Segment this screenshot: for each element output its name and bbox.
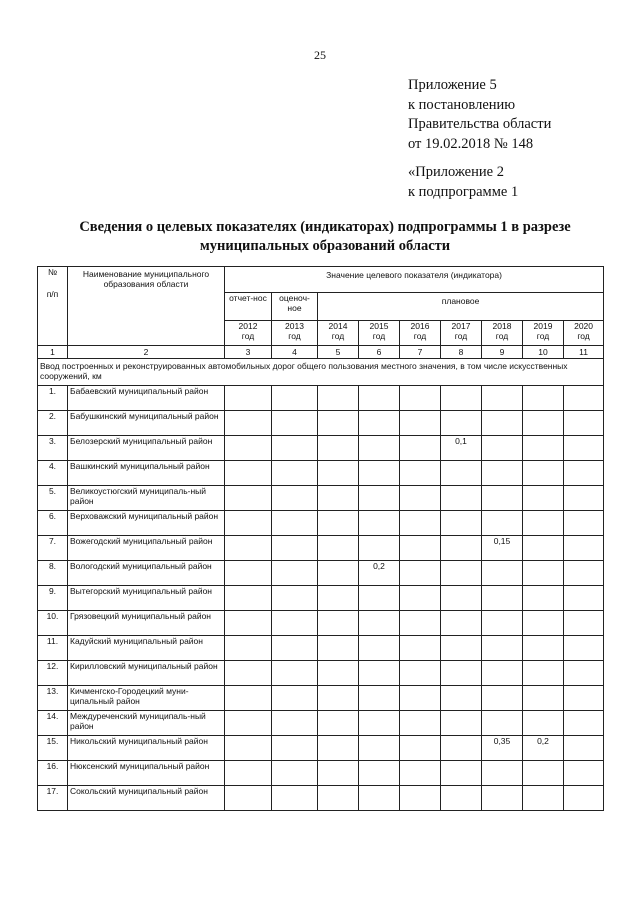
indicator-value	[359, 461, 400, 486]
indicator-value	[359, 611, 400, 636]
indicator-value	[272, 461, 318, 486]
year-header-0	[225, 321, 272, 346]
table-row	[38, 611, 604, 636]
year-unit: год	[536, 331, 550, 341]
indicator-value	[523, 686, 564, 711]
indicator-value	[441, 636, 482, 661]
indicator-value	[225, 686, 272, 711]
indicator-value	[359, 761, 400, 786]
year-value: 2014	[328, 321, 348, 331]
municipality-name: Бабаевский муниципальный район	[68, 386, 225, 411]
row-number: 17.	[38, 786, 68, 811]
indicator-value	[272, 511, 318, 536]
indicator-value	[523, 786, 564, 811]
municipality-name: Белозерский муниципальный район	[68, 436, 225, 461]
row-number: 10.	[38, 611, 68, 636]
title-line-1: Сведения о целевых показателях (индикаторах) подпрограммы 1 в разрезе	[79, 219, 571, 235]
indicator-value	[225, 461, 272, 486]
indicator-value	[400, 611, 441, 636]
row-number: 8.	[38, 561, 68, 586]
column-number-6: 6	[359, 346, 400, 359]
indicator-value	[359, 586, 400, 611]
indicator-value	[400, 786, 441, 811]
row-number: 13.	[38, 686, 68, 711]
indicator-value	[225, 611, 272, 636]
indicator-value	[441, 386, 482, 411]
indicator-value	[225, 486, 272, 511]
indicator-value	[482, 586, 523, 611]
indicator-value	[564, 411, 604, 436]
year-header-8	[564, 321, 604, 346]
indicator-value	[225, 736, 272, 761]
indicator-value	[564, 761, 604, 786]
year-value: 2016	[410, 321, 430, 331]
municipality-name: Нюксенский муниципальный район	[68, 761, 225, 786]
appendix-line-2: к постановлению	[408, 96, 516, 113]
row-number: 5.	[38, 486, 68, 511]
indicator-value	[564, 461, 604, 486]
header-value: Значение целевого показателя (индикатора)	[225, 267, 604, 293]
indicator-value	[359, 486, 400, 511]
municipality-name: Великоустюгский муниципаль-ный район	[68, 486, 225, 511]
indicator-value: 0,2	[359, 561, 400, 586]
row-number: 3.	[38, 436, 68, 461]
indicator-value	[482, 636, 523, 661]
indicator-value	[482, 461, 523, 486]
indicator-value	[564, 711, 604, 736]
header-planned: плановое	[318, 293, 604, 321]
row-number: 14.	[38, 711, 68, 736]
column-number-11: 11	[564, 346, 604, 359]
year-unit: год	[577, 331, 590, 341]
indicator-value	[272, 561, 318, 586]
indicator-value	[523, 386, 564, 411]
indicator-value	[564, 586, 604, 611]
year-unit: год	[495, 331, 509, 341]
indicator-value	[400, 511, 441, 536]
indicator-value	[272, 636, 318, 661]
indicator-value	[272, 486, 318, 511]
indicator-value	[359, 636, 400, 661]
indicator-value	[318, 686, 359, 711]
column-number-7: 7	[400, 346, 441, 359]
indicator-value	[272, 536, 318, 561]
municipality-name: Никольский муниципальный район	[68, 736, 225, 761]
indicator-value: 0,15	[482, 536, 523, 561]
header-no: №	[47, 267, 58, 277]
indicator-value	[400, 761, 441, 786]
indicator-value	[523, 761, 564, 786]
indicator-value	[523, 636, 564, 661]
indicator-value	[564, 686, 604, 711]
indicator-value	[564, 786, 604, 811]
indicator-value	[400, 386, 441, 411]
indicator-value	[359, 511, 400, 536]
indicator-value	[400, 711, 441, 736]
indicator-value	[359, 786, 400, 811]
year-unit: год	[288, 331, 301, 341]
indicator-value	[400, 636, 441, 661]
indicator-value	[441, 686, 482, 711]
indicator-value	[523, 411, 564, 436]
indicator-value	[318, 511, 359, 536]
page-number: 25	[314, 48, 326, 62]
table-row	[38, 436, 604, 461]
title-line-2: муниципальных образований области	[199, 238, 451, 254]
municipality-name: Кирилловский муниципальный район	[68, 661, 225, 686]
appendix-line-1: Приложение 5	[408, 77, 497, 93]
indicator-value	[359, 736, 400, 761]
table-row	[38, 661, 604, 686]
indicator-value	[564, 661, 604, 686]
appendix2-line-1: «Приложение 2	[408, 164, 504, 180]
indicator-value	[318, 561, 359, 586]
indicator-value	[441, 711, 482, 736]
indicator-value: 0,35	[482, 736, 523, 761]
indicator-value	[441, 761, 482, 786]
indicator-value	[441, 411, 482, 436]
indicator-value	[523, 436, 564, 461]
year-unit: год	[454, 331, 468, 341]
indicator-value	[441, 536, 482, 561]
indicator-value	[318, 661, 359, 686]
indicator-value	[225, 761, 272, 786]
indicator-value	[564, 736, 604, 761]
indicator-value	[400, 436, 441, 461]
year-value: 2012	[238, 321, 258, 331]
indicator-value	[400, 586, 441, 611]
indicator-value	[225, 536, 272, 561]
row-number: 6.	[38, 511, 68, 536]
row-number: 12.	[38, 661, 68, 686]
indicator-value	[523, 611, 564, 636]
indicator-value	[523, 486, 564, 511]
indicators-table	[37, 266, 604, 811]
table-row	[38, 561, 604, 586]
column-number-10: 10	[523, 346, 564, 359]
year-unit: год	[372, 331, 386, 341]
row-number: 4.	[38, 461, 68, 486]
indicator-value	[441, 561, 482, 586]
indicator-value	[400, 486, 441, 511]
table-row	[38, 461, 604, 486]
indicator-value	[564, 511, 604, 536]
indicator-value	[272, 611, 318, 636]
indicator-value	[272, 586, 318, 611]
appendix2-line-2: к подпрограмме 1	[408, 183, 519, 200]
indicator-value	[523, 461, 564, 486]
indicator-value	[318, 786, 359, 811]
indicator-value	[359, 536, 400, 561]
indicator-value	[225, 636, 272, 661]
indicator-value	[441, 511, 482, 536]
indicator-value	[523, 536, 564, 561]
row-number: 7.	[38, 536, 68, 561]
indicator-value	[564, 636, 604, 661]
municipality-name: Вологодский муниципальный район	[68, 561, 225, 586]
row-number: 16.	[38, 761, 68, 786]
column-number-5: 5	[318, 346, 359, 359]
indicator-value	[359, 661, 400, 686]
table-row	[38, 411, 604, 436]
indicator-value	[359, 386, 400, 411]
indicator-value	[318, 386, 359, 411]
indicator-value	[225, 711, 272, 736]
indicator-value	[318, 536, 359, 561]
year-header-7	[523, 321, 564, 346]
year-header-4	[400, 321, 441, 346]
indicator-value	[400, 461, 441, 486]
appendix-reference	[408, 76, 551, 154]
indicator-value	[225, 511, 272, 536]
column-number-8: 8	[441, 346, 482, 359]
year-unit: год	[413, 331, 427, 341]
indicator-value	[318, 761, 359, 786]
column-number-3: 3	[225, 346, 272, 359]
header-number-cell	[38, 267, 68, 346]
table-row	[38, 536, 604, 561]
municipality-name: Кадуйский муниципальный район	[68, 636, 225, 661]
indicator-value	[482, 786, 523, 811]
year-unit: год	[331, 331, 345, 341]
indicator-value	[523, 511, 564, 536]
indicator-value	[441, 611, 482, 636]
indicator-value	[225, 786, 272, 811]
header-name: Наименование муниципального образования области	[68, 267, 225, 346]
municipality-name: Вожегодский муниципальный район	[68, 536, 225, 561]
header-report: отчет-нос	[225, 293, 272, 321]
indicator-value	[482, 511, 523, 536]
indicator-value	[482, 611, 523, 636]
indicator-value	[441, 736, 482, 761]
column-number-1: 1	[38, 346, 68, 359]
indicator-value	[523, 711, 564, 736]
year-header-6	[482, 321, 523, 346]
header-estimate: оценоч-ное	[272, 293, 318, 321]
indicator-value	[272, 761, 318, 786]
indicator-value	[225, 386, 272, 411]
column-number-4: 4	[272, 346, 318, 359]
header-pp: п/п	[46, 289, 59, 299]
municipality-name: Бабушкинский муниципальный район	[68, 411, 225, 436]
table-row	[38, 386, 604, 411]
indicator-value	[441, 586, 482, 611]
year-header-1	[272, 321, 318, 346]
indicator-value	[482, 686, 523, 711]
appendix-line-3: Правительства области	[408, 116, 552, 132]
year-header-2	[318, 321, 359, 346]
year-value: 2019	[533, 321, 553, 331]
indicator-value	[482, 661, 523, 686]
indicator-value	[318, 436, 359, 461]
year-value: 2013	[285, 321, 304, 331]
indicator-value	[225, 436, 272, 461]
indicator-value	[225, 411, 272, 436]
indicator-value	[441, 661, 482, 686]
year-value: 2020	[574, 321, 594, 331]
municipality-name: Кичменгско-Городецкий муни-ципальный район	[68, 686, 225, 711]
table-row	[38, 636, 604, 661]
indicator-value	[272, 786, 318, 811]
indicator-value	[441, 461, 482, 486]
indicator-value	[318, 486, 359, 511]
indicator-value	[272, 436, 318, 461]
indicator-value	[318, 586, 359, 611]
row-number: 2.	[38, 411, 68, 436]
indicator-value	[318, 461, 359, 486]
indicator-value	[272, 711, 318, 736]
indicator-value	[400, 736, 441, 761]
indicator-value	[359, 436, 400, 461]
appendix-subprogram-reference	[408, 163, 518, 202]
indicator-value	[564, 561, 604, 586]
indicator-value	[225, 586, 272, 611]
indicator-value	[272, 661, 318, 686]
indicator-value	[564, 486, 604, 511]
indicator-value	[400, 661, 441, 686]
year-value: 2017	[451, 321, 471, 331]
indicator-value	[564, 611, 604, 636]
table-row	[38, 511, 604, 536]
indicator-value	[482, 411, 523, 436]
appendix-line-4: от 19.02.2018 № 148	[408, 135, 534, 152]
indicator-value	[523, 586, 564, 611]
table-row	[38, 761, 604, 786]
indicator-value	[564, 536, 604, 561]
indicator-value	[318, 411, 359, 436]
indicator-value	[359, 686, 400, 711]
indicator-value	[482, 561, 523, 586]
table-row	[38, 711, 604, 736]
indicator-value	[272, 411, 318, 436]
indicator-value	[400, 686, 441, 711]
column-number-2: 2	[68, 346, 225, 359]
year-header-3	[359, 321, 400, 346]
row-number: 9.	[38, 586, 68, 611]
table-row	[38, 686, 604, 711]
municipality-name: Сокольский муниципальный район	[68, 786, 225, 811]
document-title	[38, 218, 612, 256]
indicator-value	[318, 611, 359, 636]
indicator-value	[400, 411, 441, 436]
column-number-9: 9	[482, 346, 523, 359]
municipality-name: Вашкинский муниципальный район	[68, 461, 225, 486]
table-row	[38, 586, 604, 611]
indicator-value	[400, 536, 441, 561]
indicator-value	[482, 761, 523, 786]
municipality-name: Вытегорский муниципальный район	[68, 586, 225, 611]
indicator-value	[272, 736, 318, 761]
indicator-value: 0,2	[523, 736, 564, 761]
table-row	[38, 786, 604, 811]
indicator-value	[523, 661, 564, 686]
year-header-5	[441, 321, 482, 346]
indicator-value	[564, 436, 604, 461]
indicator-value	[482, 386, 523, 411]
indicator-value	[225, 661, 272, 686]
year-value: 2018	[492, 321, 512, 331]
table-row	[38, 736, 604, 761]
indicator-value: 0,1	[441, 436, 482, 461]
indicator-value	[272, 386, 318, 411]
indicator-value	[482, 486, 523, 511]
indicator-value	[318, 711, 359, 736]
table-row	[38, 486, 604, 511]
year-value: 2015	[369, 321, 389, 331]
indicator-value	[225, 561, 272, 586]
municipality-name: Верховажский муниципальный район	[68, 511, 225, 536]
indicator-value	[564, 386, 604, 411]
municipality-name: Междуреченский муниципаль-ный район	[68, 711, 225, 736]
indicator-value	[318, 636, 359, 661]
indicator-value	[441, 786, 482, 811]
indicator-value	[441, 486, 482, 511]
year-unit: год	[241, 331, 255, 341]
indicator-value	[318, 736, 359, 761]
indicator-value	[359, 411, 400, 436]
row-number: 11.	[38, 636, 68, 661]
indicator-value	[400, 561, 441, 586]
indicator-value	[482, 711, 523, 736]
section-heading: Ввод построенных и реконструированных автомобильных дорог общего пользования местного значения, в том числе искусственных сооружений, км	[38, 359, 604, 386]
indicator-value	[523, 561, 564, 586]
indicator-value	[359, 711, 400, 736]
row-number: 15.	[38, 736, 68, 761]
row-number: 1.	[38, 386, 68, 411]
indicator-value	[272, 686, 318, 711]
municipality-name: Грязовецкий муниципальный район	[68, 611, 225, 636]
indicator-value	[482, 436, 523, 461]
